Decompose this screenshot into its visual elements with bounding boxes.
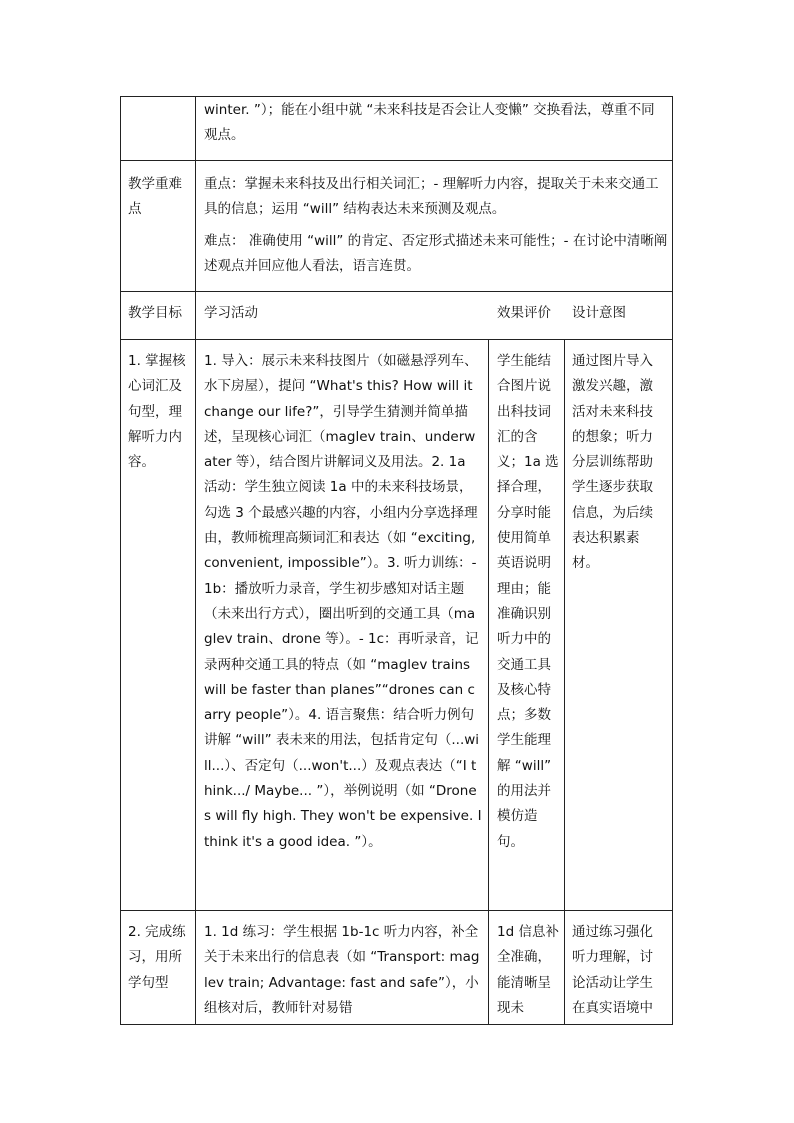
row2-goal-cell — [128, 920, 190, 996]
header-activity-text: 学习活动 — [204, 305, 258, 321]
row1-goal-cell — [128, 349, 190, 475]
column-divider — [195, 96, 196, 1025]
continuation-text: winter. ”）；能在小组中就 “未来科技是否会让人变懒” 交换看法，尊重不同观点。 — [204, 102, 655, 144]
row2-evaluation: 1d 信息补全准确，能清晰呈现未 — [497, 924, 559, 1016]
row1-evaluation-cell — [497, 349, 559, 855]
table-border-left — [120, 96, 121, 1025]
row2-goal: 2. 完成练习，用所学句型 — [128, 924, 186, 991]
row1-goal: 1. 掌握核心词汇及句型，理解听力内容。 — [128, 353, 186, 471]
row2-intent-cell — [572, 920, 666, 1021]
row2-evaluation-cell — [497, 920, 559, 1021]
key-points-label: 教学重难点 — [128, 176, 182, 218]
lesson-plan-table — [120, 96, 673, 1025]
row-divider — [120, 339, 673, 340]
header-evaluation — [497, 301, 563, 326]
header-activity — [204, 301, 484, 326]
row1-activity: 1. 导入：展示未来科技图片（如磁悬浮列车、水下房屋），提问 “What's this? How will it change our life?”，引导学生猜测并简单描述，呈现核心词汇（maglev train、underwater 等），结合图片讲解词义及用法。2. 1a 活动：学生独立阅读 1a 中的未来科技场景，勾选 3 个最感兴趣的内容，小组内分享选择理由，教师梳理高频词汇和表达（如 “exciting, convenient, impossible”）。3. 听力训练：- 1b：播放听力录音，学生初步感知对话主题（未来出行方式），圈出听到的交通工具（maglev train、drone 等）。- 1c：再听录音，记录两种交通工具的特点（如 “maglev trains will be faster than planes”“drones can carry people”）。4. 语言聚焦：结合听力例句讲解 “will” 表未来的用法，包括肯定句（...will...）、否定句（...won't...）及观点表达（“I think.../ Maybe... ”），举例说明（如 “Drones will fly high. They won't be expensive. I think it's a good idea. ”）。 — [204, 353, 482, 850]
row2-intent: 通过练习强化听力理解，讨论活动让学生在真实语境中 — [572, 924, 653, 1016]
table-border-top — [120, 96, 673, 97]
header-intent-text: 设计意图 — [572, 305, 626, 321]
column-divider — [488, 339, 489, 1025]
header-goal — [128, 301, 194, 326]
row-divider — [120, 160, 673, 161]
table-border-bottom — [120, 1024, 673, 1025]
key-points-focus: 重点：掌握未来科技及出行相关词汇；- 理解听力内容，提取关于未来交通工具的信息；运用 “will” 结构表达未来预测及观点。 — [204, 176, 659, 218]
row1-evaluation: 学生能结合图片说出科技词汇的含义；1a 选择合理，分享时能使用简单英语说明理由；能准确识别听力中的交通工具及核心特点；多数学生能理解 “will” 的用法并模仿造句。 — [497, 353, 559, 850]
header-intent — [572, 301, 668, 326]
row-divider — [120, 910, 673, 911]
header-goal-text: 教学目标 — [128, 305, 182, 321]
row2-activity: 1. 1d 练习：学生根据 1b-1c 听力内容，补全关于未来出行的信息表（如 “Transport: maglev train; Advantage: fast and safe”），小组核对后，教师针对易错 — [204, 924, 480, 1016]
column-divider — [564, 339, 565, 1025]
key-points-content-cell — [204, 172, 668, 279]
row-divider — [120, 291, 673, 292]
row1-intent: 通过图片导入激发兴趣，激活对未来科技的想象；听力分层训练帮助学生逐步获取信息，为后续表达积累素材。 — [572, 353, 653, 572]
key-points-label-cell — [128, 172, 190, 223]
continuation-cell — [204, 98, 668, 149]
table-border-right — [672, 96, 673, 1025]
header-evaluation-text: 效果评价 — [497, 305, 551, 321]
row1-intent-cell — [572, 349, 666, 577]
key-points-difficulty: 难点： 准确使用 “will” 的肯定、否定形式描述未来可能性；- 在讨论中清晰阐述观点并回应他人看法，语言连贯。 — [204, 232, 668, 274]
row1-activity-cell — [204, 349, 482, 855]
row2-activity-cell — [204, 920, 482, 1021]
